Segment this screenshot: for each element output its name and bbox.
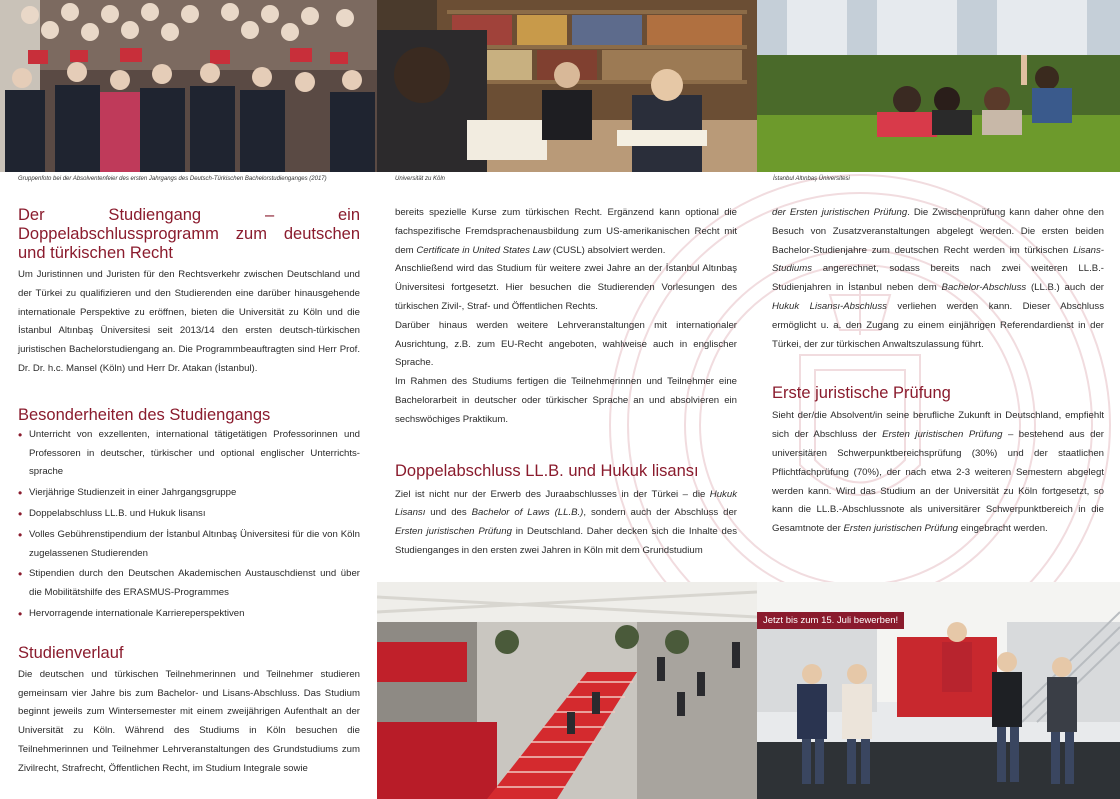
photo-library: [377, 0, 757, 172]
list-item: • Hervorragende internationale Karriereperspektiven: [29, 605, 360, 624]
text-italic: Hukuk Lisansı: [395, 488, 737, 519]
heading-studiengang: Der Studiengang – ein Doppelabschlussprogramm zum deutschen und türkischen Recht: [18, 206, 360, 262]
text-span: und des: [425, 507, 472, 519]
heading-erste-pruefung: Erste juristische Prüfung: [772, 384, 951, 403]
text-span: (CUSL) absolviert werden.: [550, 244, 666, 256]
column-1: [18, 206, 360, 779]
text-span: (LL.B.) auch der: [1026, 282, 1104, 294]
text-span: Ziel ist nicht nur der Erwerb des Juraabschlusses in der Türkei – die: [395, 488, 710, 500]
text-italic: Lisans-Studiums: [772, 244, 1104, 275]
text-italic: Bachelor-Abschluss: [941, 282, 1027, 294]
list-item: • Unterricht von exzellenten, international tätigetätigen Professorinnen und Professoren in deutscher, türkischer und optional englischer Unterrichts-sprache: [29, 426, 360, 482]
col2-paragraph-3: Darüber hinaus werden weitere Lehrveranstaltungen mit internationaler Ausrichtung, z.B. zum EU-Recht angeboten, wahlweise auch in englischer Sprache.: [395, 319, 737, 369]
photo-students-lawn: [757, 0, 1120, 172]
caption-istanbul-photo: İstanbul Altınbaş Üniversitesi: [773, 176, 850, 182]
list-item: • Stipendien durch den Deutschen Akademischen Austauschdienst und über die Mobilitätshilfe des ERASMUS-Programmes: [29, 565, 360, 603]
text-italic: Hukuk Lisansı-Abschluss: [772, 300, 887, 312]
column-2: [395, 204, 737, 561]
caption-cologne-photo: Universität zu Köln: [395, 176, 446, 182]
heading-doppelabschluss: Doppelabschluss LL.B. und Hukuk lisansı: [395, 461, 699, 480]
text-span: . Die Zwischenprüfung kann daher ohne den Besuch von Zusatzveranstaltungen abgelegt werden. Die ersten beiden Bachelor-Studienjahre zum deutschen Recht werden im türkischen: [772, 207, 1104, 256]
text-italic: Bachelor of Laws (LL.B.): [471, 507, 584, 519]
studienverlauf-paragraph: Die deutschen und türkischen Teilnehmerinnen und Teilnehmer studieren gemeinsam vier Jahre bis zum Bachelor- und Lisans-Abschluss. Das Studium beginnt jeweils zum Wintersemester mit einem zweijährigen Aufenthalt an der Universität zu Köln. Während des Studiums in Köln besuchen die Teilnehmerinnen und Teilnehmer Lehrveranstaltungen des Grundstudiums zum Zivilrecht, Strafrecht, Öffentlichen Recht, im Studium Integrale sowie: [18, 668, 360, 774]
text-span: angerechnet, sodass bereits nach zwei weiteren LL.B.-Studienjahren in İstanbul neben dem: [772, 263, 1104, 294]
col2-paragraph-1: [395, 204, 737, 260]
col2-paragraph-2: Anschließend wird das Studium für weitere zwei Jahre an der İstanbul Altınbaş Üniversitesi fortgesetzt. Hier besuchen die Studierenden Vorlesungen des türkischen Zivil-, Straf- und Öffentlichen Rechts.: [395, 263, 737, 312]
text-italic: Ersten juristischen Prüfung: [882, 429, 1003, 441]
text-italic: Ersten juristischen Prüfung: [395, 526, 512, 538]
photo-atrium-stairs: [377, 582, 757, 799]
col3-paragraph-2: [772, 407, 1104, 539]
features-list: [18, 426, 360, 624]
text-italic: Certificate in United States Law: [416, 244, 551, 256]
photo-graduation-group: [0, 0, 377, 172]
list-item: • Vierjährige Studienzeit in einer Jahrgangsgruppe: [29, 484, 360, 503]
text-span: eingebracht werden.: [958, 523, 1048, 535]
text-span: – bestehend aus der universitären Schwerpunktbereichsprüfung (30%) und der staatlichen Pflichtfachprüfung (70%), der nach etwa 2-3 weiteren Semestern abgelegt werden kann. Wird das Studium an der Universität zu Köln fortgesetzt, so kann die LL.B.-Abschlussnote als universitärer Schwerpunktbereich in die Gesamtnote der: [772, 429, 1104, 535]
text-span: in Deutschland. Daher decken sich die Inhalte des Studienganges in den ersten zwei Jahren in Köln mit dem Grundstudium: [395, 526, 737, 556]
text-span: bereits spezielle Kurse zum türkischen Recht. Ergänzend kann optional die fachspezifische Fremdsprachenausbildung zum US-amerikanischen Recht mit dem: [395, 207, 737, 256]
text-span: , sondern auch der Abschluss der: [583, 507, 737, 519]
text-span: verliehen werden kann. Dieser Abschluss ermöglicht u. a. den Zugang zu einem einjährigen Referendardienst in der Türkei, der zur türkischen Anwaltszulassung führt.: [772, 300, 1104, 350]
col2-paragraph-4: Im Rahmen des Studiums fertigen die Teilnehmerinnen und Teilnehmer eine Bachelorarbeit in deutscher oder türkischer Sprache an und absolvieren ein sechswöchiges Praktikum.: [395, 376, 737, 425]
intro-paragraph: Um Juristinnen und Juristen für den Rechtsverkehr zwischen Deutschland und der Türkei zu qualifizieren und den Studierenden eine darüber hinausgehende internationale Perspektive zu eröffnen, bieten die Universität zu Köln und die İstanbul Altınbaş Üniversitesi seit 2013/14 den ersten deutsch-türkischen juristischen Bachelorstudiengang an. Die Programmbeauftragten sind Herr Prof. Dr. Dr. h.c. Mansel (Köln) und Herr Dr. Atakan (İstanbul).: [18, 269, 360, 374]
heading-besonderheiten: Besonderheiten des Studiengangs: [18, 405, 271, 424]
list-item: • Doppelabschluss LL.B. und Hukuk lisansı: [29, 505, 360, 524]
col2-paragraph-5: [395, 486, 737, 561]
heading-studienverlauf: Studienverlauf: [18, 643, 124, 662]
text-span: Sieht der/die Absolvent/in seine berufliche Zukunft in Deutschland, empfiehlt sich der Abschluss der: [772, 410, 1104, 441]
list-item: • Volles Gebührenstipendium der İstanbul Altınbaş Üniversitesi für die von Köln zugelassenen Studierenden: [29, 526, 360, 564]
application-deadline-badge: Jetzt bis zum 15. Juli bewerben!: [757, 612, 904, 629]
text-italic: Ersten juristischen Prüfung: [843, 523, 959, 535]
column-3: [772, 204, 1104, 539]
text-italic: der Ersten juristischen Prüfung: [772, 207, 908, 218]
caption-graduation-photo: Gruppenfoto bei der Absolventenfeier des ersten Jahrgangs des Deutsch-Türkischen Bachelorstudienganges (2017): [18, 176, 327, 182]
col3-paragraph-1: [772, 204, 1104, 354]
